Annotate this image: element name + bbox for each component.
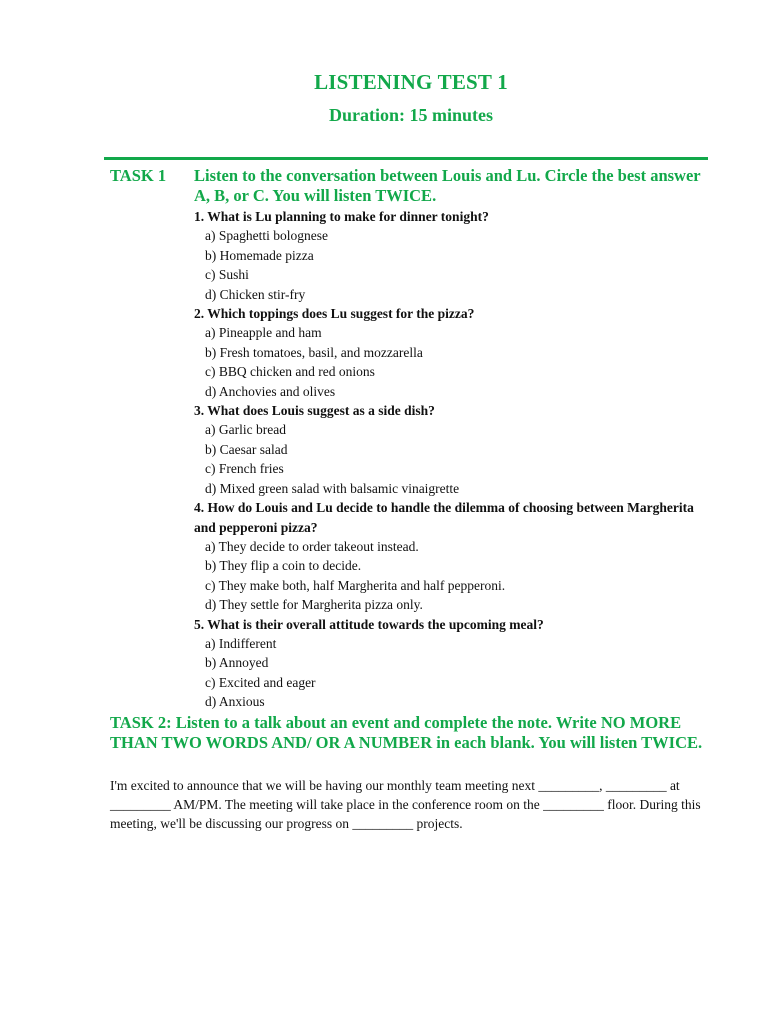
- answer-option[interactable]: c) They make both, half Margherita and half pepperoni.: [205, 577, 506, 593]
- answer-option[interactable]: b) Homemade pizza: [205, 247, 314, 263]
- answer-option[interactable]: d) Anxious: [205, 694, 265, 710]
- question-text: 2. Which toppings does Lu suggest for the pizza?: [194, 306, 475, 322]
- answer-option[interactable]: a) Spaghetti bolognese: [205, 228, 328, 244]
- answer-option[interactable]: b) Caesar salad: [205, 441, 288, 457]
- answer-option[interactable]: d) Mixed green salad with balsamic vinaigrette: [205, 480, 460, 496]
- question-block: [194, 615, 704, 712]
- question-text: 5. What is their overall attitude towards the upcoming meal?: [194, 616, 544, 632]
- header-divider: [104, 157, 708, 160]
- answer-option[interactable]: a) They decide to order takeout instead.: [205, 538, 419, 554]
- task2-passage: I'm excited to announce that we will be having our monthly team meeting next _________, _________ at _________ AM/PM. The meeting will take place in the conference room on the _________ floor. During this meeting, we'll be discussing our progress on _________ projects.: [110, 778, 701, 832]
- task1-questions: [194, 207, 704, 712]
- answer-option[interactable]: a) Pineapple and ham: [205, 325, 322, 341]
- question-block: [194, 304, 704, 401]
- answer-option[interactable]: b) Fresh tomatoes, basil, and mozzarella: [205, 344, 423, 360]
- question-block: [194, 498, 704, 614]
- task2-instruction: TASK 2: Listen to a talk about an event and complete the note. Write NO MORE THAN TWO WORDS AND/ OR A NUMBER in each blank. You will listen TWICE.: [110, 713, 703, 752]
- page-title: LISTENING TEST 1: [314, 70, 508, 94]
- answer-option[interactable]: c) BBQ chicken and red onions: [205, 364, 375, 380]
- answer-option[interactable]: c) Excited and eager: [205, 674, 316, 690]
- question-block: [194, 401, 704, 498]
- answer-option[interactable]: c) Sushi: [205, 267, 249, 283]
- answer-option[interactable]: b) They flip a coin to decide.: [205, 558, 362, 574]
- answer-option[interactable]: a) Garlic bread: [205, 422, 286, 438]
- task1-label: TASK 1: [110, 166, 167, 185]
- answer-option[interactable]: a) Indifferent: [205, 635, 277, 651]
- answer-option[interactable]: b) Annoyed: [205, 655, 269, 671]
- answer-option[interactable]: d) Anchovies and olives: [205, 383, 336, 399]
- question-block: [194, 207, 704, 304]
- answer-option[interactable]: d) They settle for Margherita pizza only.: [205, 597, 423, 613]
- question-text: 3. What does Louis suggest as a side dish?: [194, 403, 435, 419]
- question-text: 4. How do Louis and Lu decide to handle the dilemma of choosing between Margherita and pepperoni pizza?: [194, 500, 694, 535]
- answer-option[interactable]: d) Chicken stir-fry: [205, 286, 306, 302]
- question-text: 1. What is Lu planning to make for dinner tonight?: [194, 209, 489, 224]
- answer-option[interactable]: c) French fries: [205, 461, 284, 477]
- task1-instruction: Listen to the conversation between Louis and Lu. Circle the best answer A, B, or C. You will listen TWICE.: [194, 166, 701, 205]
- duration-subtitle: Duration: 15 minutes: [328, 105, 493, 125]
